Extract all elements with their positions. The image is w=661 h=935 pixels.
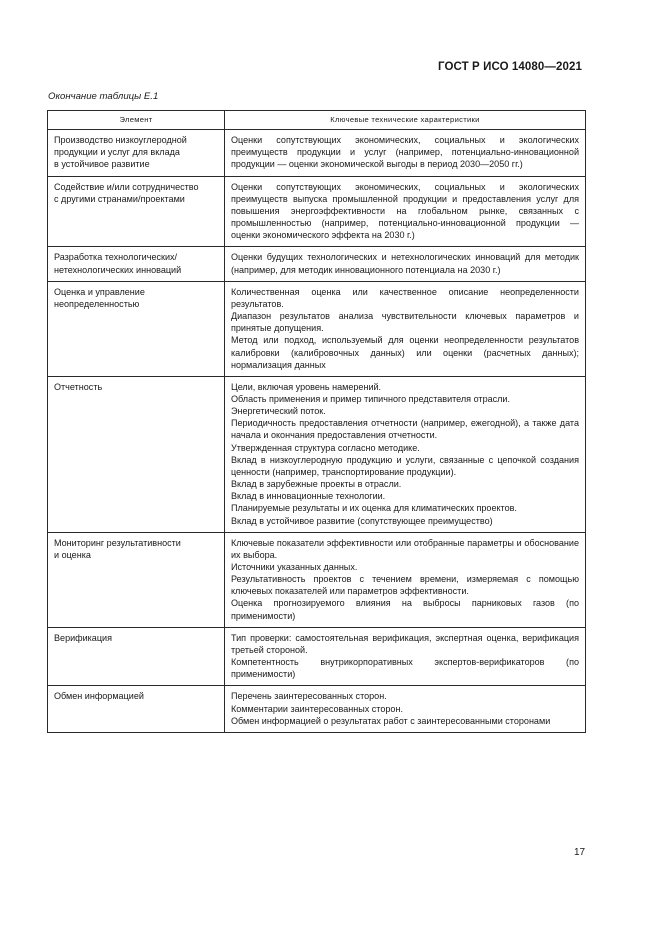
- characteristics-cell: [225, 247, 586, 281]
- table-body: [48, 130, 586, 733]
- element-text-line: Мониторинг результативности: [54, 537, 181, 548]
- table-row: [48, 532, 586, 627]
- element-cell: [48, 130, 225, 176]
- characteristics-cell: [225, 130, 586, 176]
- characteristic-paragraph: Оценки сопутствующих экономических, социальных и экологических преимуществ продукции и услуг (например, потенциально-инновационной продукции — оценки экономической выгоды в период 2030—2050 гг.): [231, 135, 579, 170]
- characteristics-cell: [225, 376, 586, 532]
- characteristic-paragraph: Вклад в инновационные технологии.: [231, 491, 386, 502]
- characteristic-paragraph: Вклад в устойчивое развитие (сопутствующее преимущество): [231, 515, 493, 526]
- table-row: [48, 130, 586, 176]
- element-cell: [48, 247, 225, 281]
- characteristic-paragraph: Утвержденная структура согласно методике.: [231, 442, 420, 453]
- document-standard-header: ГОСТ Р ИСО 14080—2021: [437, 61, 582, 73]
- characteristics-table: [47, 110, 586, 733]
- characteristics-cell: [225, 176, 586, 247]
- characteristic-paragraph: Оценки сопутствующих экономических, социальных и экологических преимуществ выпуска промышленной продукции и предоставления услуг для повышения энергоэффективности на глобальном рынке, связанных с промышленностью (например, потенциально-инновационной продукции — оценки экономического эффекта на 2030 г.): [231, 181, 579, 241]
- element-cell: [48, 532, 225, 627]
- element-text-line: продукции и услуг для вклада: [54, 147, 180, 158]
- characteristic-paragraph: Перечень заинтересованных сторон.: [231, 691, 387, 702]
- characteristic-paragraph: Компетентность внутрикорпоративных экспертов-верификаторов (по применимости): [231, 657, 579, 680]
- element-text-line: Отчетность: [54, 381, 103, 392]
- element-cell: [48, 281, 225, 376]
- element-text-line: с другими странами/проектами: [54, 193, 185, 204]
- characteristics-cell: [225, 627, 586, 686]
- element-text-line: Верификация: [54, 632, 112, 643]
- element-text-line: Разработка технологических/: [54, 252, 178, 263]
- table-row: [48, 176, 586, 247]
- characteristic-paragraph: Цели, включая уровень намерений.: [231, 381, 382, 392]
- table-row: [48, 247, 586, 281]
- characteristic-paragraph: Тип проверки: самостоятельная верификация, экспертная оценка, верификация третьей стороной.: [231, 632, 579, 655]
- element-text-line: нетехнологических инноваций: [54, 264, 182, 275]
- characteristic-paragraph: Вклад в зарубежные проекты в отрасли.: [231, 479, 402, 490]
- characteristic-paragraph: Энергетический поток.: [231, 406, 326, 417]
- table-row: [48, 376, 586, 532]
- characteristic-paragraph: Вклад в низкоуглеродную продукцию и услуги, связанные с цепочкой создания ценности (например, транспортирование продукции).: [231, 454, 579, 477]
- page-number: 17: [574, 847, 586, 858]
- element-text-line: Производство низкоуглеродной: [54, 135, 187, 146]
- characteristics-cell: [225, 281, 586, 376]
- characteristics-cell: [225, 686, 586, 732]
- table-caption: Окончание таблицы Е.1: [48, 91, 159, 102]
- characteristic-paragraph: Количественная оценка или качественное описание неопределенности результатов.: [231, 286, 579, 309]
- table-row: [48, 686, 586, 732]
- element-cell: [48, 686, 225, 732]
- characteristic-paragraph: Результативность проектов с течением времени, измеряемая с помощью ключевых показателей или параметров эффективности.: [231, 574, 579, 597]
- characteristic-paragraph: Область применения и пример типичного представителя отрасли.: [231, 393, 510, 404]
- characteristic-paragraph: Ключевые показатели эффективности или отобранные параметры и обоснование их выбора.: [231, 537, 579, 560]
- element-text-line: Содействие и/или сотрудничество: [54, 181, 199, 192]
- table-row: [48, 627, 586, 686]
- column-header-characteristics: Ключевые технические характеристики: [225, 111, 586, 130]
- characteristic-paragraph: Оценки будущих технологических и нетехнологических инноваций для методик (например, для методик инновационного потенциала на 2030 г.): [231, 252, 579, 275]
- characteristics-cell: [225, 532, 586, 627]
- table-header-row: [48, 111, 586, 130]
- characteristic-paragraph: Диапазон результатов анализа чувствительности ключевых параметров и принятые допущения.: [231, 311, 579, 334]
- characteristic-paragraph: Комментарии заинтересованных сторон.: [231, 703, 403, 714]
- element-cell: [48, 376, 225, 532]
- characteristic-paragraph: Обмен информацией о результатах работ с заинтересованными сторонами: [231, 715, 551, 726]
- element-cell: [48, 176, 225, 247]
- element-text-line: Оценка и управление: [54, 286, 145, 297]
- column-header-element: Элемент: [48, 111, 225, 130]
- characteristic-paragraph: Оценка прогнозируемого влияния на выбросы парниковых газов (по применимости): [231, 598, 579, 621]
- characteristic-paragraph: Источники указанных данных.: [231, 562, 358, 572]
- characteristic-paragraph: Метод или подход, используемый для оценки неопределенности результатов калибровки (калибровочных данных) или оценки (расчетных данных); нормализация данных: [231, 335, 579, 370]
- characteristic-paragraph: Планируемые результаты и их оценка для климатических проектов.: [231, 503, 517, 514]
- element-text-line: неопределенностью: [54, 298, 140, 309]
- element-cell: [48, 627, 225, 686]
- element-text-line: Обмен информацией: [54, 691, 144, 702]
- element-text-line: в устойчивое развитие: [54, 159, 150, 170]
- characteristic-paragraph: Периодичность предоставления отчетности (например, ежегодной), а также дата начала и окончания предоставления отчетности.: [231, 418, 579, 441]
- element-text-line: и оценка: [54, 549, 91, 560]
- table-row: [48, 281, 586, 376]
